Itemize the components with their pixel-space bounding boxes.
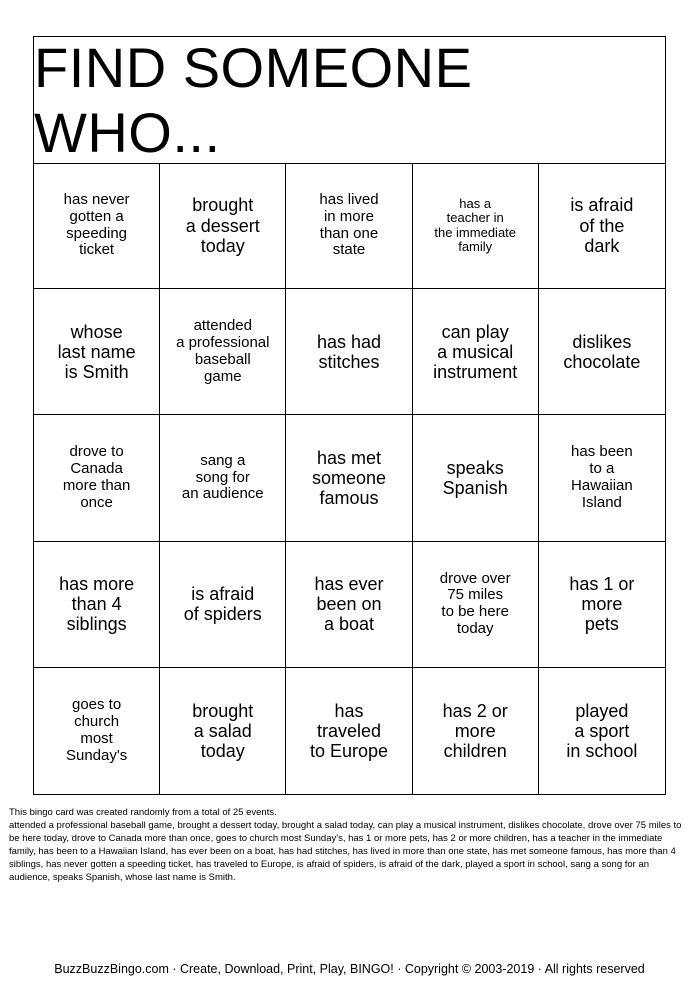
bingo-cell: has more than 4 siblings bbox=[34, 542, 160, 668]
bingo-cell: has traveled to Europe bbox=[286, 668, 412, 794]
bingo-cell: has 2 or more children bbox=[413, 668, 539, 794]
bingo-cell: whose last name is Smith bbox=[34, 289, 160, 415]
bingo-cell: drove over 75 miles to be here today bbox=[413, 542, 539, 668]
card-info bbox=[9, 806, 691, 884]
bingo-cell: is afraid of the dark bbox=[539, 163, 665, 289]
footer-copyright: BuzzBuzzBingo.com · Create, Download, Print, Play, BINGO! · Copyright © 2003-2019 · All rights reserved bbox=[54, 962, 645, 976]
bingo-cell: is afraid of spiders bbox=[160, 542, 286, 668]
info-summary: This bingo card was created randomly from a total of 25 events. bbox=[9, 807, 277, 818]
bingo-cell: drove to Canada more than once bbox=[34, 415, 160, 541]
bingo-cell: has been to a Hawaiian Island bbox=[539, 415, 665, 541]
bingo-cell: goes to church most Sunday's bbox=[34, 668, 160, 794]
bingo-card bbox=[33, 36, 666, 795]
bingo-cell: has never gotten a speeding ticket bbox=[34, 163, 160, 289]
bingo-cell: dislikes chocolate bbox=[539, 289, 665, 415]
bingo-cell: has 1 or more pets bbox=[539, 542, 665, 668]
bingo-cell: can play a musical instrument bbox=[413, 289, 539, 415]
bingo-cell: sang a song for an audience bbox=[160, 415, 286, 541]
bingo-cell: played a sport in school bbox=[566, 700, 638, 761]
bingo-cell: brought a salad today bbox=[160, 668, 286, 794]
info-events-list: attended a professional baseball game, brought a dessert today, brought a salad today, can play a musical instrument, dislikes chocolate, drove over 75 miles to be here today, drove to Canada more than once, goes to church most Sunday's, has 1 or more pets, has 2 or more children, has a teacher in the immediate family, has been to a Hawaiian Island, has ever been on a boat, has had stitches, has lived in more than one state, has met someone famous, has more than 4 siblings, has never gotten a speeding ticket, has traveled to Europe, is afraid of spiders, is afraid of the dark, played a sport in school, sang a song for an audience, speaks Spanish, whose last name is Smith. bbox=[9, 820, 682, 883]
bingo-cell: has a teacher in the immediate family bbox=[413, 163, 539, 289]
bingo-cell: has lived in more than one state bbox=[286, 163, 412, 289]
bingo-cell: has ever been on a boat bbox=[286, 542, 412, 668]
bingo-cell: speaks Spanish bbox=[413, 415, 539, 541]
bingo-cell: attended a professional baseball game bbox=[160, 289, 286, 415]
card-title: FIND SOMEONE WHO... bbox=[34, 37, 665, 164]
bingo-grid bbox=[34, 163, 665, 794]
bingo-cell: has met someone famous bbox=[286, 415, 412, 541]
bingo-cell: has had stitches bbox=[286, 289, 412, 415]
bingo-cell: brought a dessert today bbox=[160, 163, 286, 289]
